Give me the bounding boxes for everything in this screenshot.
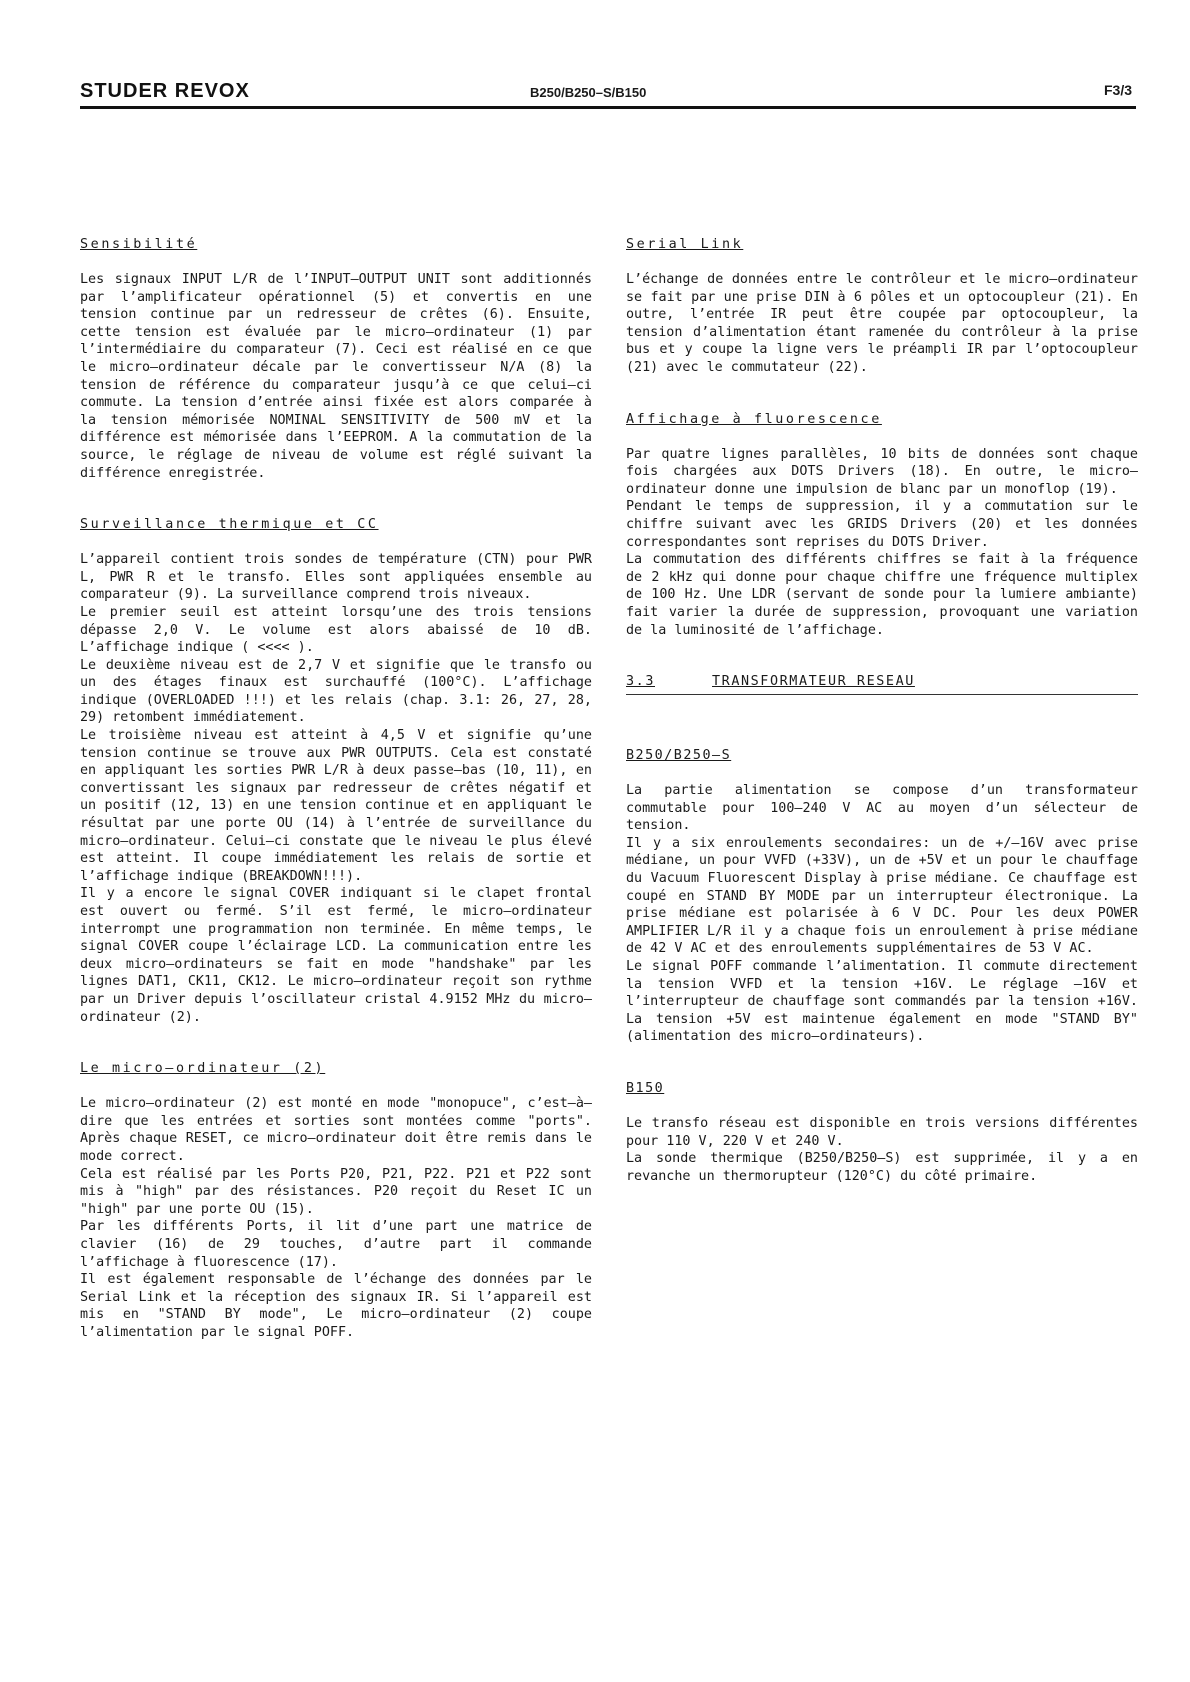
paragraph: Le troisième niveau est atteint à 4,5 V et signifie qu’une tension continue se trouve aux PWR OUTPUTS. Cela est constaté en appliquant les sorties PWR L/R à deux passe–bas (10, 11), en convertissant les signaux par redresseur de crêtes négatif et un positif (12, 13) en une tension continue et en appliquant le résultat par une porte OU (14) à l’entrée de surveillance du micro–ordinateur. Celui–ci constate que le niveau le plus élevé est atteint. Il coupe immédiatement les relais de sortie et l’affichage indique (BREAKDOWN!!!). bbox=[80, 728, 592, 884]
heading-serial-link: Serial Link bbox=[626, 237, 744, 252]
paragraph: Le signal POFF commande l’alimentation. Il commute directement la tension VVFD et la tension +16V. Le réglage –16V et l’interrupteur de chauffage sont commandés par la tension +16V. La tension +5V est maintenue également en mode "STAND BY" (alimentation des micro–ordinateurs). bbox=[626, 959, 1138, 1045]
paragraph: Cela est réalisé par les Ports P20, P21, P22. P21 et P22 sont mis à "high" par des résistances. P20 reçoit du Reset IC un "high" par une porte OU (15). bbox=[80, 1166, 592, 1217]
paragraph: La partie alimentation se compose d’un transformateur commutable pour 100–240 V AC au moyen d’un sélecteur de tension. bbox=[626, 783, 1138, 834]
heading-sensibilite: Sensibilité bbox=[80, 237, 198, 252]
section-serial-link bbox=[626, 236, 1138, 377]
paragraph: Par les différents Ports, il lit d’une part une matrice de clavier (16) de 29 touches, d’autre part il commande l’affichage à fluorescence (17). bbox=[80, 1219, 592, 1270]
brand-logo: STUDER REVOX bbox=[80, 80, 250, 102]
chapter-number: 3.3 bbox=[626, 674, 655, 690]
paragraph: La sonde thermique (B250/B250–S) est supprimée, il y a en revanche un thermorupteur (120°C) du côté primaire. bbox=[626, 1151, 1138, 1184]
heading-b250: B250/B250–S bbox=[626, 748, 732, 764]
section-surveillance bbox=[80, 516, 592, 1026]
section-b150 bbox=[626, 1080, 1138, 1185]
paragraph: Le deuxième niveau est de 2,7 V et signifie que le transfo ou un des étages finaux est surchauffé (100°C). L’affichage indique (OVERLOADED !!!) et les relais (chap. 3.1: 26, 27, 28, 29) retombent immédiatement. bbox=[80, 657, 592, 726]
right-column bbox=[626, 236, 1138, 1219]
model-number: B250/B250–S/B150 bbox=[530, 85, 647, 100]
left-column bbox=[80, 236, 592, 1375]
paragraph: Les signaux INPUT L/R de l’INPUT–OUTPUT UNIT sont additionnés par l’amplificateur opérationnel (5) et convertis en une tension continue par un redresseur de crêtes (6). Ensuite, cette tension est évaluée par le micro–ordinateur (1) par l’intermédiaire du comparateur (7). Ceci est réalisé en ce que le micro–ordinateur décale par le convertisseur N/A (8) la tension de référence du comparateur jusqu’à ce que celui–ci commute. La tension d’entrée ainsi fixée est alors comparée à la tension mémorisée NOMINAL SENSITIVITY de 500 mV et la différence est mémorisée dans l’EEPROM. A la commutation de la source, le réglage de niveau de volume est réglé suivant la différence enregistrée. bbox=[80, 272, 592, 481]
heading-surveillance: Surveillance thermique et CC bbox=[80, 517, 379, 533]
heading-affichage: Affichage à fluorescence bbox=[626, 411, 882, 427]
heading-micro-ordinateur: Le micro–ordinateur (2) bbox=[80, 1061, 326, 1077]
section-micro-ordinateur bbox=[80, 1060, 592, 1341]
paragraph: Il y a six enroulements secondaires: un de +/–16V avec prise médiane, un pour VVFD (+33V), un de +5V et un pour le chauffage du Vacuum Fluorescent Display à prise médiane. Ce chauffage est coupé en STAND BY MODE par un interrupteur électronique. La prise médiane est polarisée à 6 V DC. Pour les deux POWER AMPLIFIER L/R il y a chaque fois un enroulement à prise médiane de 42 V AC et des enroulements supplémentaires de 53 V AC. bbox=[626, 835, 1138, 957]
paragraph: L’appareil contient trois sondes de température (CTN) pour PWR L, PWR R et le transfo. Elles sont appliquées ensemble au comparateur (9). La surveillance comprend trois niveaux. bbox=[80, 552, 592, 603]
page-number: F3/3 bbox=[1103, 82, 1132, 98]
heading-b150: B150 bbox=[626, 1081, 665, 1096]
paragraph: Le transfo réseau est disponible en trois versions différentes pour 110 V, 220 V et 240 V. bbox=[626, 1116, 1138, 1149]
paragraph: Il y a encore le signal COVER indiquant si le clapet frontal est ouvert ou fermé. S’il est fermé, le micro–ordinateur interrompt une programmation non terminée. En même temps, le signal COVER coupe l’éclairage LCD. La communication entre les deux micro–ordinateurs se fait en mode "handshake" par les lignes DAT1, CK11, CK12. Le micro–ordinateur reçoit son rythme par un Driver depuis l’oscillateur cristal 4.9152 MHz du micro–ordinateur (2). bbox=[80, 886, 592, 1025]
section-chapter-3-3 bbox=[626, 673, 1138, 695]
paragraph: L’échange de données entre le contrôleur et le micro–ordinateur se fait par une prise DIN à 6 pôles et un optocoupleur (21). En outre, l’entrée IR peut être coupée par optocoupleur, la tension d’alimentation étant ramenée du contrôleur à la prise bus et y coupe la ligne vers le préampli IR par l’optocoupleur (21) avec le commutateur (22). bbox=[626, 272, 1138, 375]
section-sensibilite bbox=[80, 236, 592, 482]
paragraph: Le micro–ordinateur (2) est monté en mode "monopuce", c’est–à–dire que les entrées et sorties sont montées comme "ports". Après chaque RESET, ce micro–ordinateur doit être remis dans le mode correct. bbox=[80, 1096, 592, 1164]
paragraph: Le premier seuil est atteint lorsqu’une des trois tensions dépasse 2,0 V. Le volume est alors abaissé de 10 dB. L’affichage indique ( <<<< ). bbox=[80, 604, 592, 656]
section-b250 bbox=[626, 747, 1138, 1046]
chapter-heading bbox=[626, 673, 1138, 695]
paragraph: Pendant le temps de suppression, il y a commutation sur le chiffre suivant avec les GRIDS Drivers (20) et les données correspondantes sont reprises du DOTS Driver. bbox=[626, 499, 1138, 550]
paragraph: Par quatre lignes parallèles, 10 bits de données sont chaque fois chargées aux DOTS Drivers (18). En outre, le micro–ordinateur donne une impulsion de blanc par un monoflop (19). bbox=[626, 446, 1138, 497]
page-header bbox=[80, 76, 1136, 109]
section-affichage bbox=[626, 411, 1138, 640]
paragraph: La commutation des différents chiffres se fait à la fréquence de 2 kHz qui donne pour chaque chiffre une fréquence multiplex de 100 Hz. Une LDR (servant de sonde pour la lumiere ambiante) fait varier la durée de suppression, provoquant une variation de la luminosité de l’affichage. bbox=[626, 552, 1138, 638]
chapter-title: TRANSFORMATEUR RESEAU bbox=[712, 674, 915, 690]
paragraph: Il est également responsable de l’échange des données par le Serial Link et la réception des signaux IR. Si l’appareil est mis en "STAND BY mode", Le micro–ordinateur (2) coupe l’alimentation par le signal POFF. bbox=[80, 1272, 592, 1340]
